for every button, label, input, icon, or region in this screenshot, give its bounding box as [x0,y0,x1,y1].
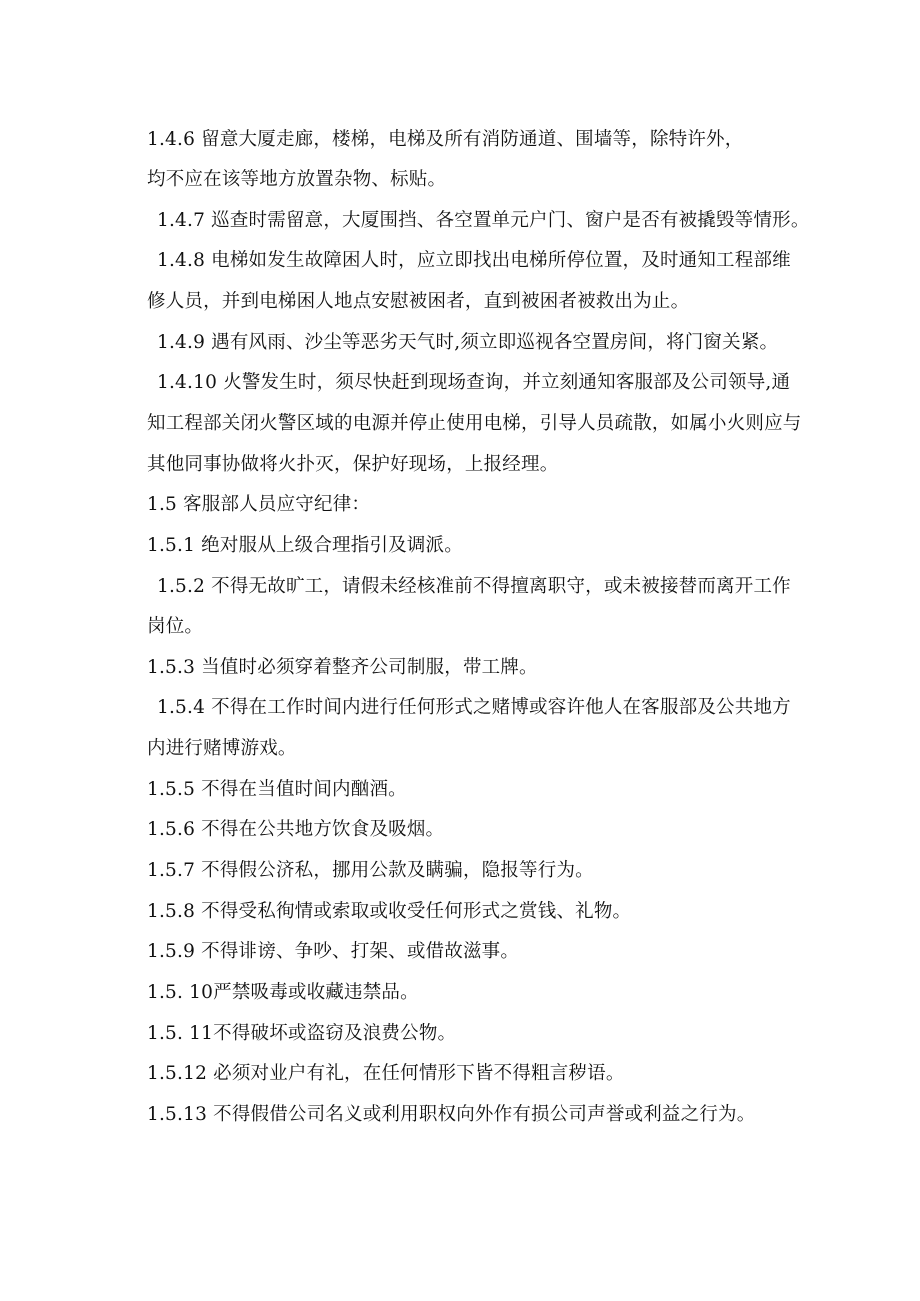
text-line-1-5-9: 1.5.9 不得诽谤、争吵、打架、或借故滋事。 [147,941,520,962]
text-line-1-5-4: 1.5.4 不得在工作时间内进行任何形式之赌博或容许他人在客服部及公共地方 [157,697,791,718]
text-line-1-4-10-cont2: 其他同事协做将火扑灭，保护好现场，上报经理。 [147,454,559,475]
text-line-1-5-1: 1.5.1 绝对服从上级合理指引及调派。 [147,535,463,556]
text-line-1-5-2-cont: 岗位。 [147,616,204,637]
text-line-1-5-11: 1.5. 11不得破坏或盗窃及浪费公物。 [147,1023,457,1044]
text-line-1-4-8-cont: 修人员，并到电梯困人地点安慰被困者，直到被困者被救出为止。 [147,291,690,312]
text-line-1-5-12: 1.5.12 必须对业户有礼，在任何情形下皆不得粗言秽语。 [147,1063,625,1084]
text-line-1-5-10: 1.5. 10严禁吸毒或收藏违禁品。 [147,982,419,1003]
text-line-1-4-7: 1.4.7 巡查时需留意，大厦围挡、各空置单元户门、窗户是否有被撬毁等情形。 [157,210,810,231]
text-line-1-4-9: 1.4.9 遇有风雨、沙尘等恶劣天气时,须立即巡视各空置房间，将门窗关紧。 [157,332,779,353]
text-line-1-5-2: 1.5.2 不得无故旷工，请假未经核准前不得擅离职守，或未被接替而离开工作 [157,576,791,597]
text-line-1-5-4-cont: 内进行赌博游戏。 [147,738,297,759]
text-line-1-5-5: 1.5.5 不得在当值时间内酗酒。 [147,779,407,800]
text-line-1-5-6: 1.5.6 不得在公共地方饮食及吸烟。 [147,819,445,840]
text-line-1-5-13: 1.5.13 不得假借公司名义或利用职权向外作有损公司声誉或利益之行为。 [147,1104,756,1125]
text-line-1-4-10-cont1: 知工程部关闭火警区域的电源并停止使用电梯，引导人员疏散，如属小火则应与 [147,413,802,434]
text-line-1-4-6-cont: 均不应在该等地方放置杂物、标贴。 [147,169,447,190]
text-line-1-4-6: 1.4.6 留意大厦走廊，楼梯，电梯及所有消防通道、围墙等，除特许外， [147,129,744,150]
text-line-1-5-3: 1.5.3 当值时必须穿着整齐公司制服，带工牌。 [147,657,538,678]
section-heading-1-5: 1.5 客服部人员应守纪律： [147,494,371,515]
text-line-1-4-8: 1.4.8 电梯如发生故障困人时，应立即找出电梯所停位置，及时通知工程部维 [157,250,791,271]
text-line-1-4-10: 1.4.10 火警发生时，须尽快赶到现场查询，并立刻通知客服部及公司领导,通 [157,372,791,393]
text-line-1-5-7: 1.5.7 不得假公济私，挪用公款及瞒骗，隐报等行为。 [147,860,594,881]
text-line-1-5-8: 1.5.8 不得受私徇情或索取或收受任何形式之赏钱、礼物。 [147,901,632,922]
